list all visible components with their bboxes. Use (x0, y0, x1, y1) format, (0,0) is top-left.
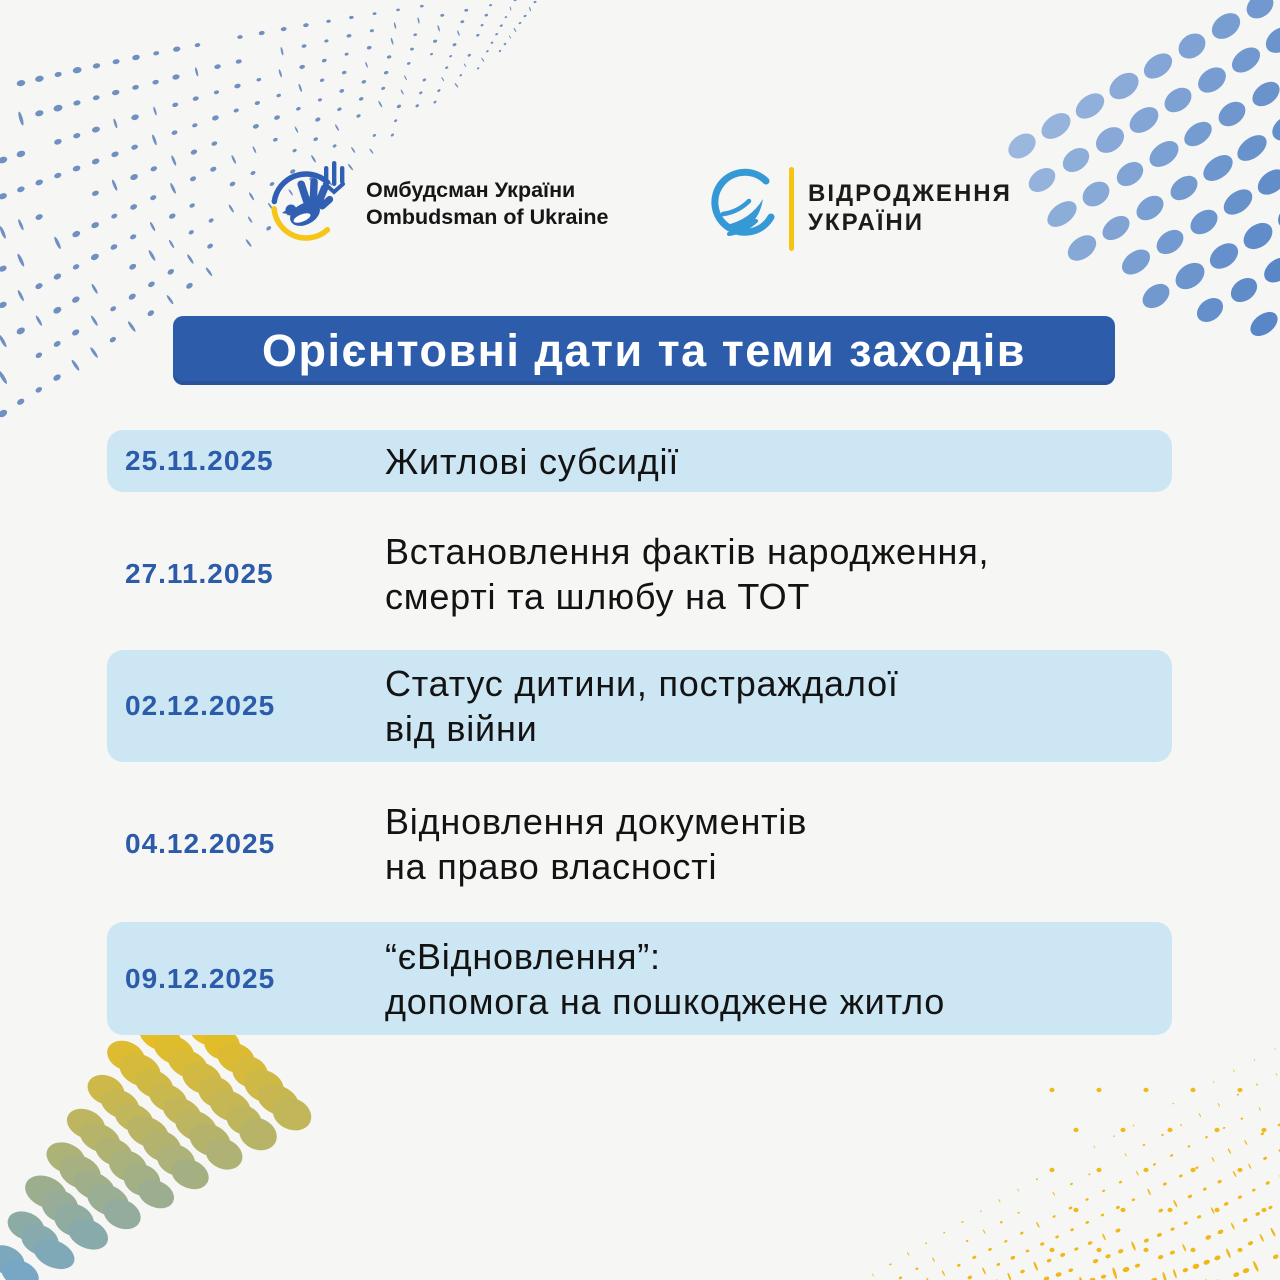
topic-line-1: Статус дитини, постраждалої (385, 663, 899, 704)
logo-divider (789, 167, 794, 251)
schedule-row (107, 922, 1172, 1035)
vidrodzhennia-name-line1: ВІДРОДЖЕННЯ (808, 180, 1012, 207)
schedule-row (107, 518, 1172, 630)
schedule-topic (385, 439, 1172, 484)
schedule-date: 04.12.2025 (125, 828, 276, 859)
schedule-topic (385, 661, 1172, 751)
schedule-date: 27.11.2025 (125, 558, 274, 589)
topic-line-1: “єВідновлення”: (385, 935, 661, 977)
ombudsman-logo-icon (270, 158, 358, 254)
page-title: Орієнтовні дати та теми заходів (262, 324, 1026, 376)
topic-line-2: від війни (385, 708, 538, 749)
schedule-date: 09.12.2025 (125, 962, 276, 994)
vidrodzhennia-logo-text (808, 179, 1012, 237)
phoenix-bird-icon (698, 163, 784, 253)
topic-line-1: Відновлення документів (385, 801, 808, 842)
topic-line-2: смерті та шлюбу на ТОТ (385, 576, 811, 617)
schedule-row (107, 430, 1172, 492)
schedule-row (107, 650, 1172, 762)
ombudsman-name-en: Ombudsman of Ukraine (366, 205, 609, 229)
schedule-topic (385, 799, 1172, 889)
topic-line-1: Встановлення фактів народження, (385, 531, 990, 572)
schedule-topic (385, 529, 1172, 619)
ombudsman-logo-text (366, 177, 609, 231)
dove-hand-icon (282, 178, 335, 231)
topic-line-1: Житлові субсидії (385, 440, 680, 482)
topic-line-2: допомога на пошкоджене житло (385, 980, 946, 1022)
schedule-date: 25.11.2025 (125, 445, 274, 476)
schedule-row (107, 788, 1172, 900)
title-banner (173, 316, 1115, 385)
schedule-topic (385, 934, 1172, 1024)
vidrodzhennia-name-line2: УКРАЇНИ (808, 209, 925, 236)
ombudsman-name-uk: Омбудсман України (366, 178, 576, 202)
topic-line-2: на право власності (385, 846, 718, 887)
schedule-date: 02.12.2025 (125, 690, 276, 721)
